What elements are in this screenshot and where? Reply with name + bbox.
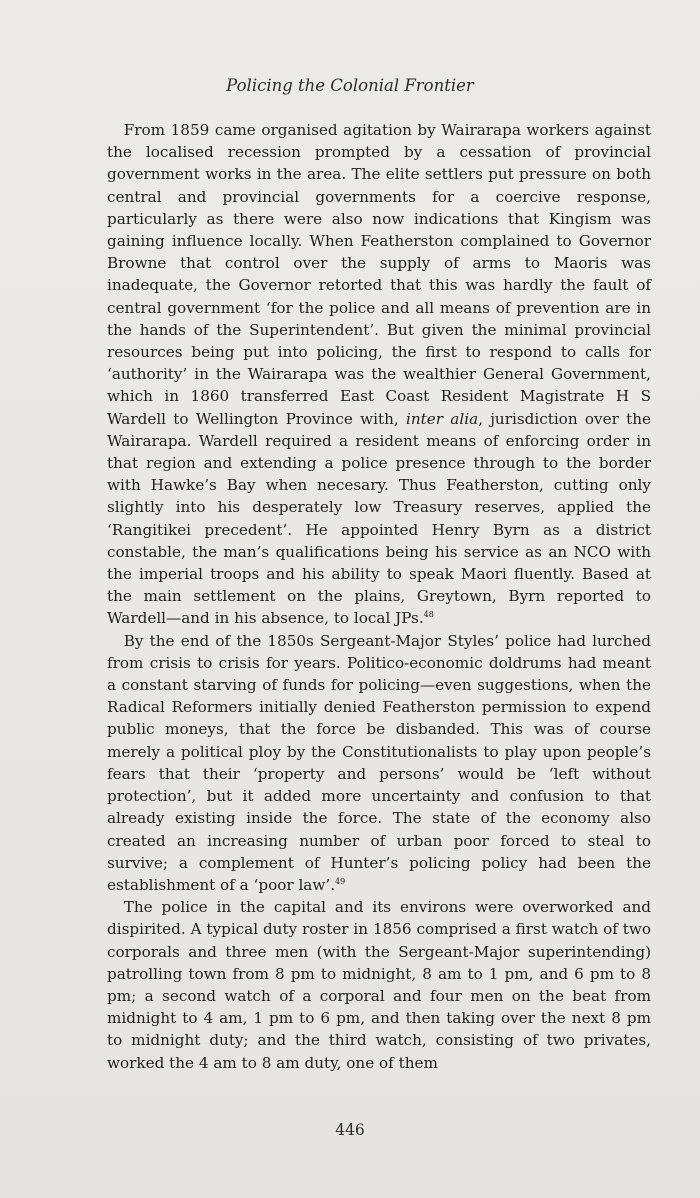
paragraph-2-text: By the end of the 1850s Sergeant-Major Styles’ police had lurched from crisis to crisis for years. Politico-economic doldrums had meant a constant starving of funds for policing—even suggestions, when the Radical Reformers initially denied Featherston permission to expend public moneys, that the force be disbanded. This was of course merely a political ploy by the Constitutionalists to play upon people’s fears that their ‘property and persons’ would be ‘left without protection’, but it added more uncertainty and confusion to that already existing inside the force. The state of the economy also created an increasing number of urban poor forced to steal to survive; a complement of Hunter’s policing policy had been the establishment of a ‘poor law’.: [107, 631, 651, 894]
footnote-ref-48: 48: [423, 610, 434, 620]
paragraph-2: [107, 630, 651, 896]
paragraph-1-text-b: , jurisdiction over the Wairarapa. Wardell required a resident means of enforcing order in that region and extending a police presence through to the border with Hawke’s Bay when necesary. Thus Featherston, cutting only slightly into his desperately low Treasury reserves, applied the ‘Rangitikei precedent’. He appointed Henry Byrn as a district constable, the man’s qualifications being his service as an NCO with the imperial troops and his ability to speak Maori fluently. Based at the main settlement on the plains, Greytown, Byrn reported to Wardell—and in his absence, to local JPs.: [107, 409, 651, 628]
page-number: 446: [335, 1121, 365, 1139]
paragraph-3: [107, 896, 651, 1074]
paragraph-3-text: The police in the capital and its environs were overworked and dispirited. A typical duty roster in 1856 comprised a first watch of two corporals and three men (with the Sergeant-Major superintending) patrolling town from 8 pm to midnight, 8 am to 1 pm, and 6 pm to 8 pm; a second watch of a corporal and four men on the beat from midnight to 4 am, 1 pm to 6 pm, and then taking over the next 8 pm to midnight duty; and the third watch, consisting of two privates, worked the 4 am to 8 am duty, one of them: [107, 898, 651, 1072]
running-head: Policing the Colonial Frontier: [226, 76, 474, 95]
body-text: [107, 119, 651, 1074]
paragraph-1-italic-phrase: inter alia: [406, 409, 479, 428]
paragraph-1: [107, 119, 651, 630]
footnote-ref-49: 49: [335, 876, 346, 886]
paragraph-1-text-a: From 1859 came organised agitation by Wairarapa workers against the localised recession prompted by a cessation of provincial government works in the area. The elite settlers put pressure on both central and provincial governments for a coercive response, particularly as there were also now indications that Kingism was gaining influence locally. When Featherston complained to Governor Browne that control over the supply of arms to Maoris was inadequate, the Governor retorted that this was hardly the fault of central government ‘for the police and all means of prevention are in the hands of the Superintendent’. But given the minimal provincial resources being put into policing, the first to respond to calls for ‘authority’ in the Wairarapa was the wealthier General Government, which in 1860 transferred East Coast Resident Magistrate H S Wardell to Wellington Province with,: [107, 121, 651, 428]
